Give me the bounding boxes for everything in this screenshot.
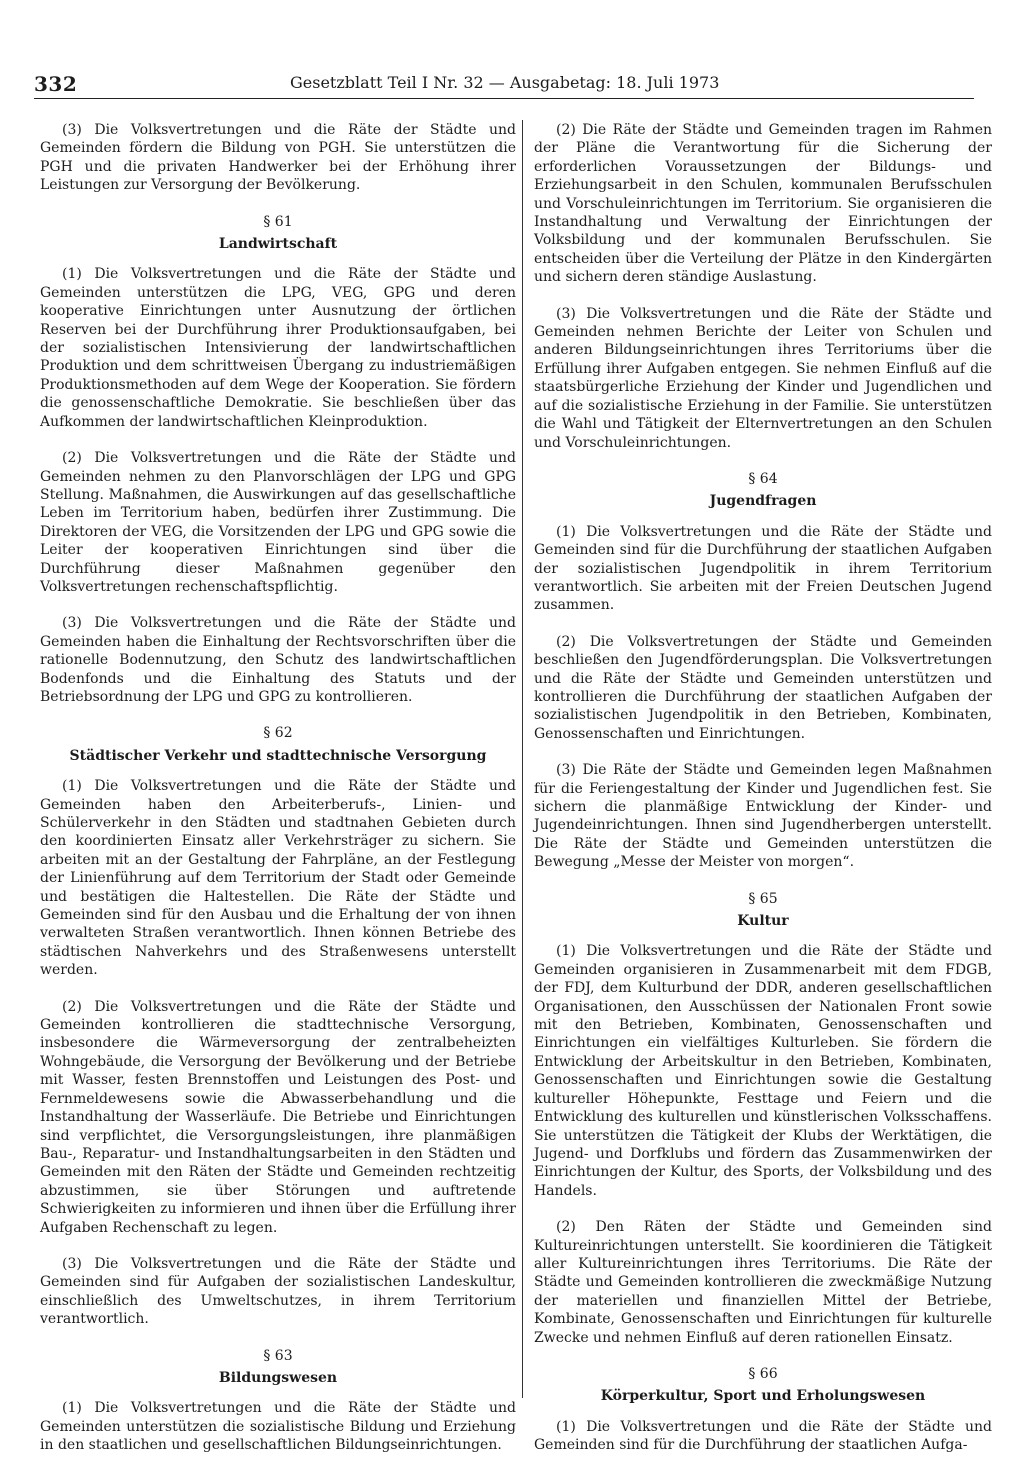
section-64-title: Jugendfragen — [709, 493, 817, 510]
paragraph-61-3: (3) Die Volksvertretungen und die Räte der Städte und Gemeinden haben die Einhaltung der Rechtsvorschriften über die rationelle Bodennutzung, den Schutz des landwirtschaftlichen Bodenfonds und die Einhaltung des Statuts und der Betriebsordnung der LPG und GPG zu kontrollieren. — [40, 615, 516, 705]
section-65-title: Kultur — [737, 913, 789, 930]
paragraph-63-2: (2) Die Räte der Städte und Gemeinden tragen im Rahmen der Pläne die Verantwortung für die Sicherung der erforderlichen Voraussetzungen der Bildungs- und Erziehungsarbeit in den Schulen, kommunalen Berufsschulen und Vorschuleinrichtungen im Territorium. Sie organisieren die Instandhaltung und Verwaltung der Einrichtungen der Volksbildung und der kommunalen Berufsschulen. Sie entscheiden über die Verteilung der Plätze in den Kindergärten und sichern deren ständige Auslastung. — [534, 122, 992, 286]
paragraph-61-2: (2) Die Volksvertretungen und die Räte der Städte und Gemeinden nehmen zu den Planvorschlägen der LPG und GPG Stellung. Maßnahmen, die Auswirkungen auf das gesellschaftliche Leben im Territorium haben, bedürfen ihrer Zustimmung. Die Direktoren der VEG, die Vorsitzenden der LPG und GPG sowie die Leiter der kooperativen Einrichtungen sind über die Durchführung dieser Maßnahmen gegenüber den Volksvertretungen rechenschaftspflichtig. — [40, 450, 516, 595]
section-62-number: § 62 — [263, 725, 293, 742]
paragraph-65-1: (1) Die Volksvertretungen und die Räte der Städte und Gemeinden organisieren in Zusammenarbeit mit dem FDGB, der FDJ, dem Kulturbund der DDR, anderen gesellschaftlichen Organisationen, den Ausschüssen der Nationalen Front sowie mit den Betrieben, Kombinaten, Genossenschaften und Einrichtungen ein vielfältiges Kulturleben. Sie fördern die Entwicklung der Arbeitskultur in den Betrieben, Kombinaten, Genossenschaften und Einrichtungen sowie die Gestaltung kultureller Höhepunkte, Festtage und Feiern und die Entwicklung des kulturellen und künstlerischen Volksschaffens. Sie unterstützen die Tätigkeit der Klubs der Werktätigen, die Jugend- und Dorfklubs und fördern das Zusammenwirken der Einrichtungen der Kultur, des Sports, der Volksbildung und des Handels. — [534, 943, 992, 1199]
section-63-number: § 63 — [263, 1347, 293, 1364]
right-column — [534, 121, 992, 1455]
section-66-title: Körperkultur, Sport und Erholungswesen — [600, 1388, 926, 1405]
paragraph-62-3: (3) Die Volksvertretungen und die Räte der Städte und Gemeinden sind für Aufgaben der sozialistischen Landeskultur, einschließlich des Umweltschutzes, in ihrem Territorium verantwortlich. — [40, 1255, 516, 1328]
paragraph-63-1: (1) Die Volksvertretungen und die Räte der Städte und Gemeinden unterstützen die sozialistische Bildung und Erziehung in den staatlichen und gesellschaftlichen Bildungseinrichtungen. — [40, 1400, 516, 1454]
paragraph-62-2: (2) Die Volksvertretungen und die Räte der Städte und Gemeinden kontrollieren die stadttechnische Versorgung, insbesondere die Wärmeversorgung der zentralbeheizten Wohngebäude, die Versorgung der Bevölkerung und der Betriebe mit Wasser, festen Brennstoffen und Leistungen des Post- und Fernmeldewesens sowie die Abwasserbehandlung und die Instandhaltung der Wasserläufe. Die Betriebe und Einrichtungen sind verpflichtet, die Versorgungsleistungen, ihre planmäßigen Bau-, Reparatur- und Instandhaltungsarbeiten in den Städten und Gemeinden mit den Räten der Städte und Gemeinden rechtzeitig abzustimmen, sie über Störungen und auftretende Schwierigkeiten zu informieren und ihnen über die Erfüllung ihrer Aufgaben Rechenschaft zu legen. — [40, 998, 516, 1236]
section-63-title: Bildungswesen — [218, 1369, 338, 1386]
paragraph-62-1: (1) Die Volksvertretungen und die Räte der Städte und Gemeinden haben den Arbeiterberufs-, Linien- und Schülerverkehr in den Städten und stadtnahen Gebieten durch den koordinierten Einsatz aller Verkehrsträger zu sichern. Sie arbeiten mit an der Gestaltung der Fahrpläne, an der Festlegung der Linienführung auf dem Territorium der Stadt oder Gemeinde und bestätigen die Haltestellen. Die Räte der Städte und Gemeinden sind für den Ausbau und die Erhaltung der von ihnen verwalteten Straßen verantwortlich. Ihnen können Betriebe des städtischen Nahverkehrs und des Straßenwesens unterstellt werden. — [40, 778, 516, 979]
section-66-number: § 66 — [748, 1365, 778, 1382]
paragraph-65-2: (2) Den Räten der Städte und Gemeinden sind Kultureinrichtungen unterstellt. Sie koordinieren die Tätigkeit aller Kultureinrichtungen ihres Territoriums. Die Räte der Städte und Gemeinden kontrollieren die zweckmäßige Nutzung der materiellen und finanziellen Mittel der Betriebe, Kombinate, Genossenschaften und Einrichtungen für kulturelle Zwecke und nehmen Einfluß auf deren rationellen Einsatz. — [534, 1219, 992, 1346]
section-65-number: § 65 — [748, 890, 778, 907]
page-number: 332 — [34, 72, 78, 96]
left-column — [40, 121, 516, 1455]
paragraph-61-1: (1) Die Volksvertretungen und die Räte der Städte und Gemeinden unterstützen die LPG, VEG, GPG und deren kooperative Einrichtungen unter Ausnutzung der örtlichen Reserven bei der Durchführung ihrer Produktionsaufgaben, bei der sozialistischen Intensivierung der landwirtschaftlichen Produktion und dem schrittweisen Übergang zu industriemäßigen Produktionsmethoden auf dem Wege der Kooperation. Sie fördern die genossenschaftliche Demokratie. Sie beschließen über das Aufkommen der landwirtschaftlichen Kleinproduktion. — [40, 266, 516, 430]
section-64-number: § 64 — [748, 470, 778, 487]
paragraph-64-3: (3) Die Räte der Städte und Gemeinden legen Maßnahmen für die Feriengestaltung der Kinder und Jugendlichen fest. Sie sichern die planmäßige Entwicklung der Kinder- und Jugendeinrichtungen. Ihnen sind Jugendherbergen unterstellt. Die Räte der Städte und Gemeinden unterstützen die Bewegung „Messe der Meister von morgen“. — [534, 762, 992, 871]
paragraph-64-1: (1) Die Volksvertretungen und die Räte der Städte und Gemeinden sind für die Durchführung der staatlichen Aufgaben der sozialistischen Jugendpolitik in ihrem Territorium verantwortlich. Sie arbeiten mit der Freien Deutschen Jugend zusammen. — [534, 523, 992, 614]
page-header — [34, 72, 974, 99]
section-62-title: Städtischer Verkehr und stadttechnische Versorgung — [69, 747, 487, 764]
paragraph-64-2: (2) Die Volksvertretungen der Städte und Gemeinden beschließen den Jugendförderungsplan. Die Volksvertretungen und die Räte der Städte und Gemeinden unterstützen und kontrollieren die Durchführung der staatlichen Aufgaben der sozialistischen Jugendpolitik in den Betrieben, Kombinaten, Genossenschaften und Einrichtungen. — [534, 633, 992, 742]
section-61-number: § 61 — [263, 213, 293, 230]
column-divider — [522, 120, 523, 1398]
running-title: Gesetzblatt Teil I Nr. 32 — Ausgabetag: 18. Juli 1973 — [290, 73, 720, 92]
section-61-title: Landwirtschaft — [218, 236, 338, 253]
paragraph-66-1: (1) Die Volksvertretungen und die Räte der Städte und Gemeinden sind für die Durchführung der staatlichen Aufga- — [534, 1418, 992, 1454]
paragraph-60-3: (3) Die Volksvertretungen und die Räte der Städte und Gemeinden fördern die Bildung von PGH. Sie unterstützen die PGH und die privaten Handwerker bei der Erhöhung ihrer Leistungen zur Versorgung der Bevölkerung. — [40, 122, 516, 194]
paragraph-63-3: (3) Die Volksvertretungen und die Räte der Städte und Gemeinden nehmen Berichte der Leiter von Schulen und anderen Bildungseinrichtungen ihres Territoriums über die Erfüllung ihrer Aufgaben entgegen. Sie nehmen Einfluß auf die staatsbürgerliche Erziehung der Kinder und Jugendlichen und auf die sozialistische Erziehung in der Familie. Sie unterstützen die Wahl und Tätigkeit der Elternvertretungen an den Schulen und Vorschuleinrichtungen. — [534, 305, 992, 451]
